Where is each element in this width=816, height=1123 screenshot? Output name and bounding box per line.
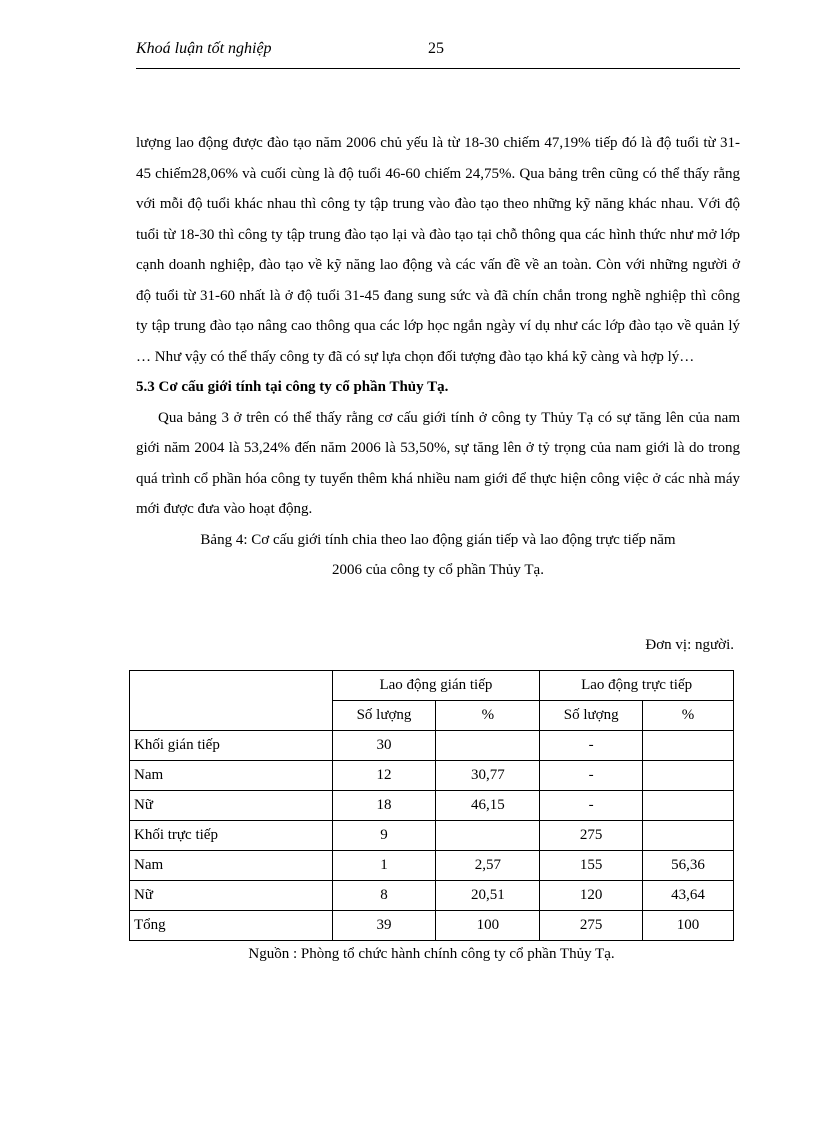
cell-count-indirect: 12 xyxy=(332,761,436,791)
cell-percent-direct xyxy=(643,761,734,791)
table-row xyxy=(130,821,734,851)
cell-percent-direct: 43,64 xyxy=(643,881,734,911)
cell-percent-direct: 100 xyxy=(643,911,734,941)
table-caption-line-2: 2006 của công ty cổ phần Thủy Tạ. xyxy=(332,562,544,578)
paragraph-1: lượng lao động được đào tạo năm 2006 chủ yếu là từ 18-30 chiếm 47,19% tiếp đó là độ tuổi từ 31-45 chiếm28,06% và cuối cùng là độ tuổi 46-60 chiếm 24,75%. Qua bảng trên cũng có thể thấy rằng với mỗi độ tuổi khác nhau thì công ty tập trung vào đào tạo theo những kỹ năng khác nhau. Với độ tuổi từ 18-30 thì công ty tập trung đào tạo lại và đào tạo tại chỗ thông qua các hình thức như mở lớp cạnh doanh nghiệp, đào tạo về kỹ năng lao động và các vấn đề về an toàn. Còn với những người ở độ tuổi từ 31-60 nhất là ở độ tuổi 31-45 đang sung sức và đã chín chắn trong nghề nghiệp thì công ty tập trung đào tạo nâng cao thông qua các lớp học ngắn ngày ví dụ như các lớp đào tạo về quản lý … Như vậy có thể thấy công ty đã có sự lựa chọn đối tượng đào tạo khá kỹ càng và hợp lý… xyxy=(136,135,740,365)
cell-row-label: Tổng xyxy=(130,911,333,941)
cell-row-label: Nữ xyxy=(130,791,333,821)
table-corner-cell xyxy=(130,671,333,731)
cell-row-label: Nam xyxy=(130,851,333,881)
gender-structure-table xyxy=(129,670,734,941)
table-header-row xyxy=(130,671,734,701)
cell-count-direct: 120 xyxy=(540,881,643,911)
section-heading: 5.3 Cơ cấu giới tính tại công ty cổ phần Thủy Tạ. xyxy=(136,379,449,395)
cell-percent-indirect xyxy=(436,821,540,851)
cell-row-label: Nam xyxy=(130,761,333,791)
cell-count-direct: 155 xyxy=(540,851,643,881)
table-row xyxy=(130,911,734,941)
cell-percent-direct xyxy=(643,821,734,851)
cell-count-indirect: 9 xyxy=(332,821,436,851)
cell-percent-indirect: 2,57 xyxy=(436,851,540,881)
body-text xyxy=(136,128,740,586)
cell-percent-indirect xyxy=(436,731,540,761)
cell-percent-direct xyxy=(643,791,734,821)
cell-percent-indirect: 20,51 xyxy=(436,881,540,911)
cell-count-indirect: 8 xyxy=(332,881,436,911)
page-number: 25 xyxy=(428,40,444,57)
cell-percent-direct xyxy=(643,731,734,761)
cell-count-indirect: 30 xyxy=(332,731,436,761)
cell-percent-indirect: 100 xyxy=(436,911,540,941)
cell-count-indirect: 18 xyxy=(332,791,436,821)
unit-label: Đơn vị: người. xyxy=(645,637,734,653)
cell-row-label: Nữ xyxy=(130,881,333,911)
cell-count-direct: - xyxy=(540,731,643,761)
cell-count-direct: - xyxy=(540,761,643,791)
subheader-count-indirect: Số lượng xyxy=(332,701,436,731)
group-header-indirect: Lao động gián tiếp xyxy=(332,671,540,701)
cell-percent-direct: 56,36 xyxy=(643,851,734,881)
cell-percent-indirect: 46,15 xyxy=(436,791,540,821)
subheader-count-direct: Số lượng xyxy=(540,701,643,731)
subheader-percent-indirect: % xyxy=(436,701,540,731)
header-title: Khoá luận tốt nghiệp xyxy=(136,40,272,57)
paragraph-2: Qua bảng 3 ở trên có thể thấy rằng cơ cấu giới tính ở công ty Thủy Tạ có sự tăng lên của nam giới năm 2004 là 53,24% đến năm 2006 là 53,50%, sự tăng lên ở tỷ trọng của nam giới là do trong quá trình cổ phần hóa công ty tuyển thêm khá nhiều nam giới để thực hiện công việc ở các nhà máy mới được đưa vào hoạt động. xyxy=(136,409,740,517)
subheader-percent-direct: % xyxy=(643,701,734,731)
cell-count-direct: 275 xyxy=(540,821,643,851)
table-source: Nguồn : Phòng tổ chức hành chính công ty cổ phần Thủy Tạ. xyxy=(248,946,615,962)
table-caption-line-1: Bảng 4: Cơ cấu giới tính chia theo lao động gián tiếp và lao động trực tiếp năm xyxy=(200,531,676,548)
table-row xyxy=(130,731,734,761)
cell-count-direct: 275 xyxy=(540,911,643,941)
cell-percent-indirect: 30,77 xyxy=(436,761,540,791)
cell-count-direct: - xyxy=(540,791,643,821)
cell-count-indirect: 39 xyxy=(332,911,436,941)
table-row xyxy=(130,851,734,881)
cell-count-indirect: 1 xyxy=(332,851,436,881)
table-row xyxy=(130,791,734,821)
cell-row-label: Khối trực tiếp xyxy=(130,821,333,851)
table-row xyxy=(130,881,734,911)
page-header xyxy=(136,36,740,69)
table-row xyxy=(130,761,734,791)
cell-row-label: Khối gián tiếp xyxy=(130,731,333,761)
group-header-direct: Lao động trực tiếp xyxy=(540,671,734,701)
